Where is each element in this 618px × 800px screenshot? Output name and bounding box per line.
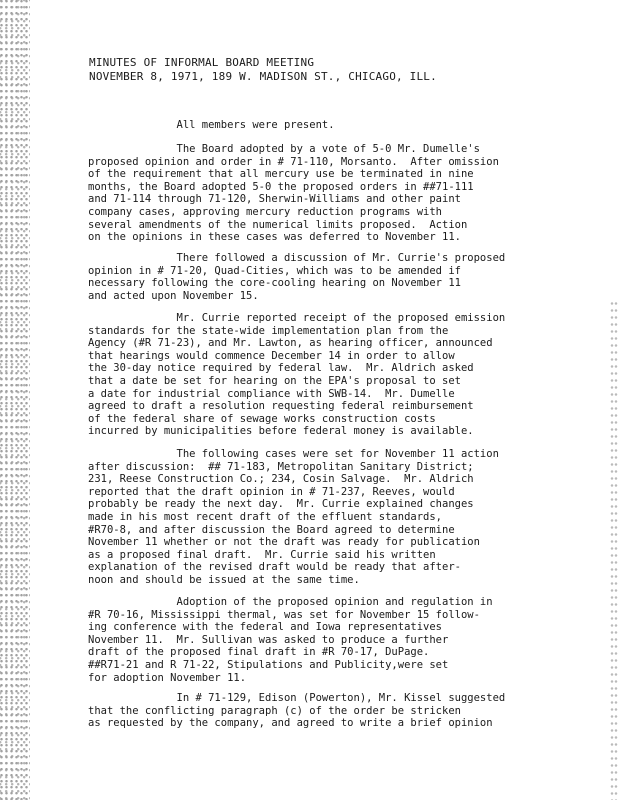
text-line: made in his most recent draft of the effluent standards, [88, 510, 443, 523]
text-line: a date for industrial compliance with SWB-14. Mr. Dumelle [88, 387, 455, 400]
text-line: Mr. Currie reported receipt of the proposed emission [88, 312, 506, 324]
text-line: There followed a discussion of Mr. Currie's proposed [88, 252, 506, 264]
text-line: #R 70-16, Mississippi thermal, was set for November 15 follow- [88, 608, 480, 621]
text-line: reported that the draft opinion in # 71-237, Reeves, would [88, 485, 455, 498]
text-line: noon and should be issued at the same time. [88, 573, 360, 586]
text-line: agreed to draft a resolution requesting federal reimbursement [88, 400, 474, 413]
text-line: ##R71-21 and R 71-22, Stipulations and Publicity,were set [88, 658, 449, 671]
text-line: several amendments of the numerical limits proposed. Action [88, 218, 468, 231]
scan-noise-left [0, 0, 30, 800]
paragraph-edison-powerton [88, 692, 558, 730]
text-line: that the conflicting paragraph (c) of the order be stricken [88, 704, 461, 717]
paragraph-mississippi-thermal [88, 596, 558, 684]
text-line: The following cases were set for November 11 action [88, 448, 499, 460]
text-line: as requested by the company, and agreed to write a brief opinion [88, 717, 493, 730]
text-line: and acted upon November 15. [88, 289, 259, 302]
text-line: for adoption November 11. [88, 671, 247, 684]
text-line: Agency (#R 71-23), and Mr. Lawton, as hearing officer, announced [88, 337, 493, 350]
minutes-heading [89, 56, 437, 84]
paragraph-november-11-cases [88, 448, 558, 587]
text-line: after discussion: ## 71-183, Metropolitan Sanitary District; [88, 460, 474, 473]
text-line: Adoption of the proposed opinion and regulation in [88, 596, 493, 608]
text-line: proposed opinion and order in # 71-110, Morsanto. After omission [88, 155, 499, 168]
text-line: incurred by municipalities before federal money is available. [88, 425, 474, 438]
text-line: probably be ready the next day. Mr. Currie explained changes [88, 498, 474, 511]
text-line: months, the Board adopted 5-0 the proposed orders in ##71-111 [88, 180, 474, 193]
text-line: ing conference with the federal and Iowa representatives [88, 621, 443, 634]
text-line: November 11. Mr. Sullivan was asked to produce a further [88, 633, 449, 646]
text-line: that hearings would commence December 14 in order to allow [88, 349, 455, 362]
paragraph-emission-standards [88, 312, 558, 438]
text-line: as a proposed final draft. Mr. Currie said his written [88, 548, 436, 561]
text-line: that a date be set for hearing on the EPA's proposal to set [88, 374, 461, 387]
paragraph-mercury-orders [88, 143, 558, 244]
text-line: explanation of the revised draft would be ready that after- [88, 561, 461, 574]
paragraph-attendance [88, 119, 558, 132]
text-line: November 11 whether or not the draft was ready for publication [88, 536, 480, 549]
heading-title: MINUTES OF INFORMAL BOARD MEETING [89, 56, 315, 69]
heading-date-location: NOVEMBER 8, 1971, 189 W. MADISON ST., CHICAGO, ILL. [89, 70, 437, 83]
text-line: opinion in # 71-20, Quad-Cities, which was to be amended if [88, 264, 461, 277]
text-line: necessary following the core-cooling hearing on November 11 [88, 277, 461, 290]
text-line: standards for the state-wide implementation plan from the [88, 324, 449, 337]
text-line: of the requirement that all mercury use be terminated in nine [88, 168, 474, 181]
scan-noise-right [610, 300, 618, 800]
text-line: of the federal share of sewage works construction costs [88, 412, 436, 425]
text-line: 231, Reese Construction Co.; 234, Cosin Salvage. Mr. Aldrich [88, 473, 474, 486]
paragraph-quad-cities [88, 252, 558, 302]
text-line: The Board adopted by a vote of 5-0 Mr. Dumelle's [88, 143, 480, 155]
text-line: #R70-8, and after discussion the Board agreed to determine [88, 523, 455, 536]
text-line: on the opinions in these cases was deferred to November 11. [88, 231, 461, 244]
text-line: In # 71-129, Edison (Powerton), Mr. Kissel suggested [88, 692, 506, 704]
text-line: draft of the proposed final draft in #R 70-17, DuPage. [88, 646, 430, 659]
text-line: company cases, approving mercury reduction programs with [88, 205, 443, 218]
text-line: the 30-day notice required by federal law. Mr. Aldrich asked [88, 362, 474, 375]
text-line: and 71-114 through 71-120, Sherwin-Williams and other paint [88, 193, 461, 206]
text-line: All members were present. [88, 119, 335, 131]
